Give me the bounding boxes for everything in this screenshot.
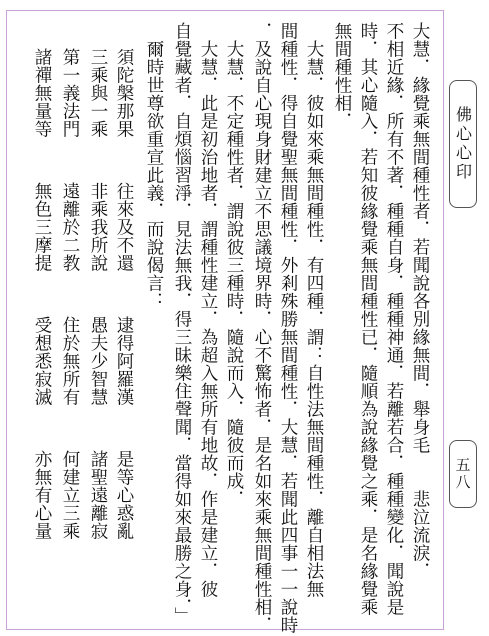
verse-line: 第一義法門 xyxy=(60,48,80,138)
prose-column: 大慧．不定種性者．謂說彼三種時．隨說而入．隨彼而成． xyxy=(224,22,244,508)
page-number: 五八 xyxy=(453,457,472,491)
verse-line: 逮得阿羅漢 xyxy=(114,316,134,406)
verse-line: 遠離於二教 xyxy=(60,182,80,272)
book-title: 佛心心印 xyxy=(453,106,473,182)
verse-line: 住於無所有 xyxy=(60,316,80,406)
verse-line: 受想悉寂滅 xyxy=(32,316,52,406)
verse-line: 是等心惑亂 xyxy=(114,450,134,540)
prose-column: 間種性．得自覺聖無間種性．外剎殊勝無間種性．大慧．若聞此四事一一說時 xyxy=(278,22,298,634)
prose-column: 大慧．緣覺乘無間種性者．若聞說各別緣無間．舉身毛 悲泣流淚． xyxy=(410,22,430,580)
prose-column: 不相近緣．所有不著．種種自身．種種神通．若離若合．種種變化．聞說是 xyxy=(384,22,404,616)
prose-column: 時．其心隨入．若知彼緣覺乘無間種性已．隨順為說緣覺之乘．是名緣覺乘 xyxy=(358,22,378,616)
verse-line: 非乘我所說 xyxy=(88,182,108,272)
prose-column: 無間種性相． xyxy=(332,22,352,130)
page-number-tab xyxy=(449,440,477,508)
verse-line: 諸聖遠離寂 xyxy=(88,450,108,540)
prose-column: 爾時世尊欲重宣此義．而說偈言： xyxy=(144,22,164,310)
verse-line: 亦無有心量 xyxy=(32,450,52,540)
verse-fourth-phrases xyxy=(18,22,436,622)
book-title-tab xyxy=(449,80,477,208)
prose-column: 大慧．彼如來乘無間種性．有四種．謂：自性法無間種性．離自相法無 xyxy=(304,22,324,598)
verse-line: 何建立三乘 xyxy=(60,450,80,540)
verse-line: 無色三摩提 xyxy=(32,182,52,272)
verse-line: 諸禪無量等 xyxy=(32,48,52,138)
prose-column: ．及說自心現身財建立不思議境界時．心不驚怖者．是名如來乘無間種性相． xyxy=(252,22,272,634)
prose-column: 大慧．此是初治地者．謂種性建立．為超入無所有地故．作是建立．彼 xyxy=(198,22,218,598)
prose-column: 自覺藏者．自煩惱習淨．見法無我．得三昧樂住聲聞．當得如來最勝之身．」 xyxy=(172,22,192,626)
verse-line: 三乘與一乘 xyxy=(88,48,108,138)
verse-line: 須陀槃那果 xyxy=(114,48,134,138)
verse-line: 愚夫少智慧 xyxy=(88,316,108,406)
verse-line: 往來及不還 xyxy=(114,182,134,272)
